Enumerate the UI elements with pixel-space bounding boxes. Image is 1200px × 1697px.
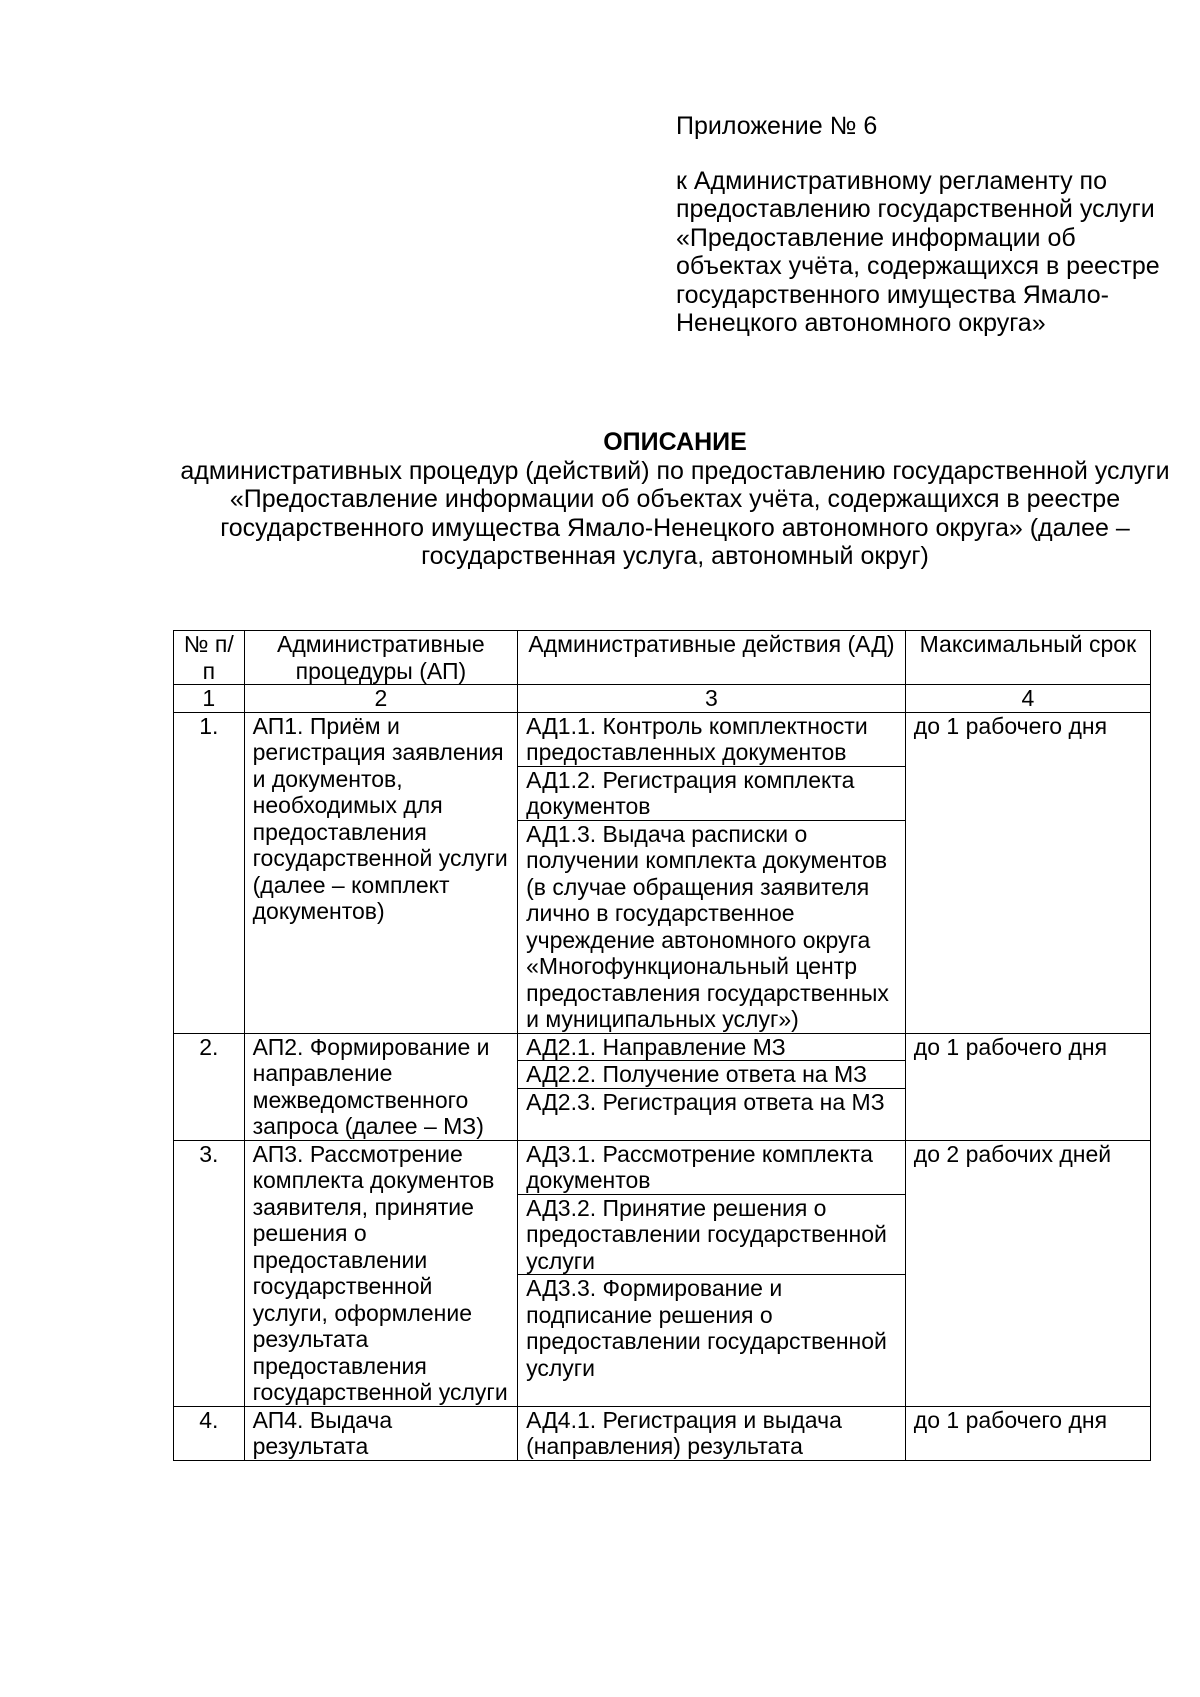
- row-number: 3.: [174, 1140, 245, 1406]
- header-procedures: Административные процедуры (АП): [244, 631, 517, 685]
- table-row: [174, 1140, 1151, 1406]
- procedures-table: [173, 630, 1151, 1461]
- action-item: АД2.1. Направление МЗ: [518, 1034, 905, 1062]
- column-number: 3: [518, 685, 906, 713]
- document-title: ОПИСАНИЕ: [603, 428, 747, 456]
- actions-cell: [518, 1140, 906, 1406]
- document-subtitle: административных процедур (действий) по предоставлению государственной услуги «Предоставление информации об объектах учёта, содержащихся в реестре государственного имущества Ямало-Ненецкого автономного округа» (далее – государственная услуга, автономный округ): [180, 456, 1170, 570]
- term-cell: до 1 рабочего дня: [905, 1406, 1150, 1460]
- appendix-title: Приложение № 6: [676, 112, 878, 140]
- column-number: 4: [905, 685, 1150, 713]
- row-number: 2.: [174, 1033, 245, 1140]
- document-heading: [150, 428, 1200, 571]
- actions-cell: [518, 712, 906, 1033]
- row-number: 4.: [174, 1406, 245, 1460]
- action-item: АД3.1. Рассмотрение комплекта документов: [518, 1141, 905, 1195]
- action-item: АД1.2. Регистрация комплекта документов: [518, 767, 905, 821]
- table-header-row: [174, 631, 1151, 685]
- header-term: Максимальный срок: [905, 631, 1150, 685]
- column-number: 2: [244, 685, 517, 713]
- table-row: [174, 1406, 1151, 1460]
- term-cell: до 1 рабочего дня: [905, 712, 1150, 1033]
- table-row: [174, 1033, 1151, 1140]
- appendix-text: к Административному регламенту по предоставлению государственной услуги «Предоставление информации об объектах учёта, содержащихся в реестре государственного имущества Ямало-Ненецкого автономного округа»: [676, 166, 1160, 337]
- row-number: 1.: [174, 712, 245, 1033]
- action-item: АД2.2. Получение ответа на МЗ: [518, 1061, 905, 1089]
- procedure-cell: АП2. Формирование и направление межведомственного запроса (далее – МЗ): [244, 1033, 517, 1140]
- header-actions: Административные действия (АД): [518, 631, 906, 685]
- appendix-block: [676, 112, 1176, 338]
- procedure-cell: АП3. Рассмотрение комплекта документов заявителя, принятие решения о предоставлении государственной услуги, оформление результата предоставления государственной услуги: [244, 1140, 517, 1406]
- procedure-cell: АП4. Выдача результата: [244, 1406, 517, 1460]
- action-item: АД3.2. Принятие решения о предоставлении государственной услуги: [518, 1195, 905, 1276]
- header-number: № п/п: [174, 631, 245, 685]
- action-item: АД1.3. Выдача расписки о получении комплекта документов (в случае обращения заявителя лично в государственное учреждение автономного округа «Многофункциональный центр предоставления государственных и муниципальных услуг»): [526, 820, 889, 1032]
- actions-cell: [518, 1406, 906, 1460]
- term-cell: до 1 рабочего дня: [905, 1033, 1150, 1140]
- action-item: АД4.1. Регистрация и выдача (направления) результата: [526, 1406, 842, 1459]
- action-item: АД2.3. Регистрация ответа на МЗ: [526, 1088, 885, 1115]
- column-number: 1: [174, 685, 245, 713]
- actions-cell: [518, 1033, 906, 1140]
- action-item: АД3.3. Формирование и подписание решения о предоставлении государственной услуги: [526, 1275, 887, 1381]
- procedure-cell: АП1. Приём и регистрация заявления и документов, необходимых для предоставления государственной услуги (далее – комплект документов): [244, 712, 517, 1033]
- term-cell: до 2 рабочих дней: [905, 1140, 1150, 1406]
- column-number-row: [174, 685, 1151, 713]
- action-item: АД1.1. Контроль комплектности предоставленных документов: [518, 713, 905, 767]
- table-row: [174, 712, 1151, 1033]
